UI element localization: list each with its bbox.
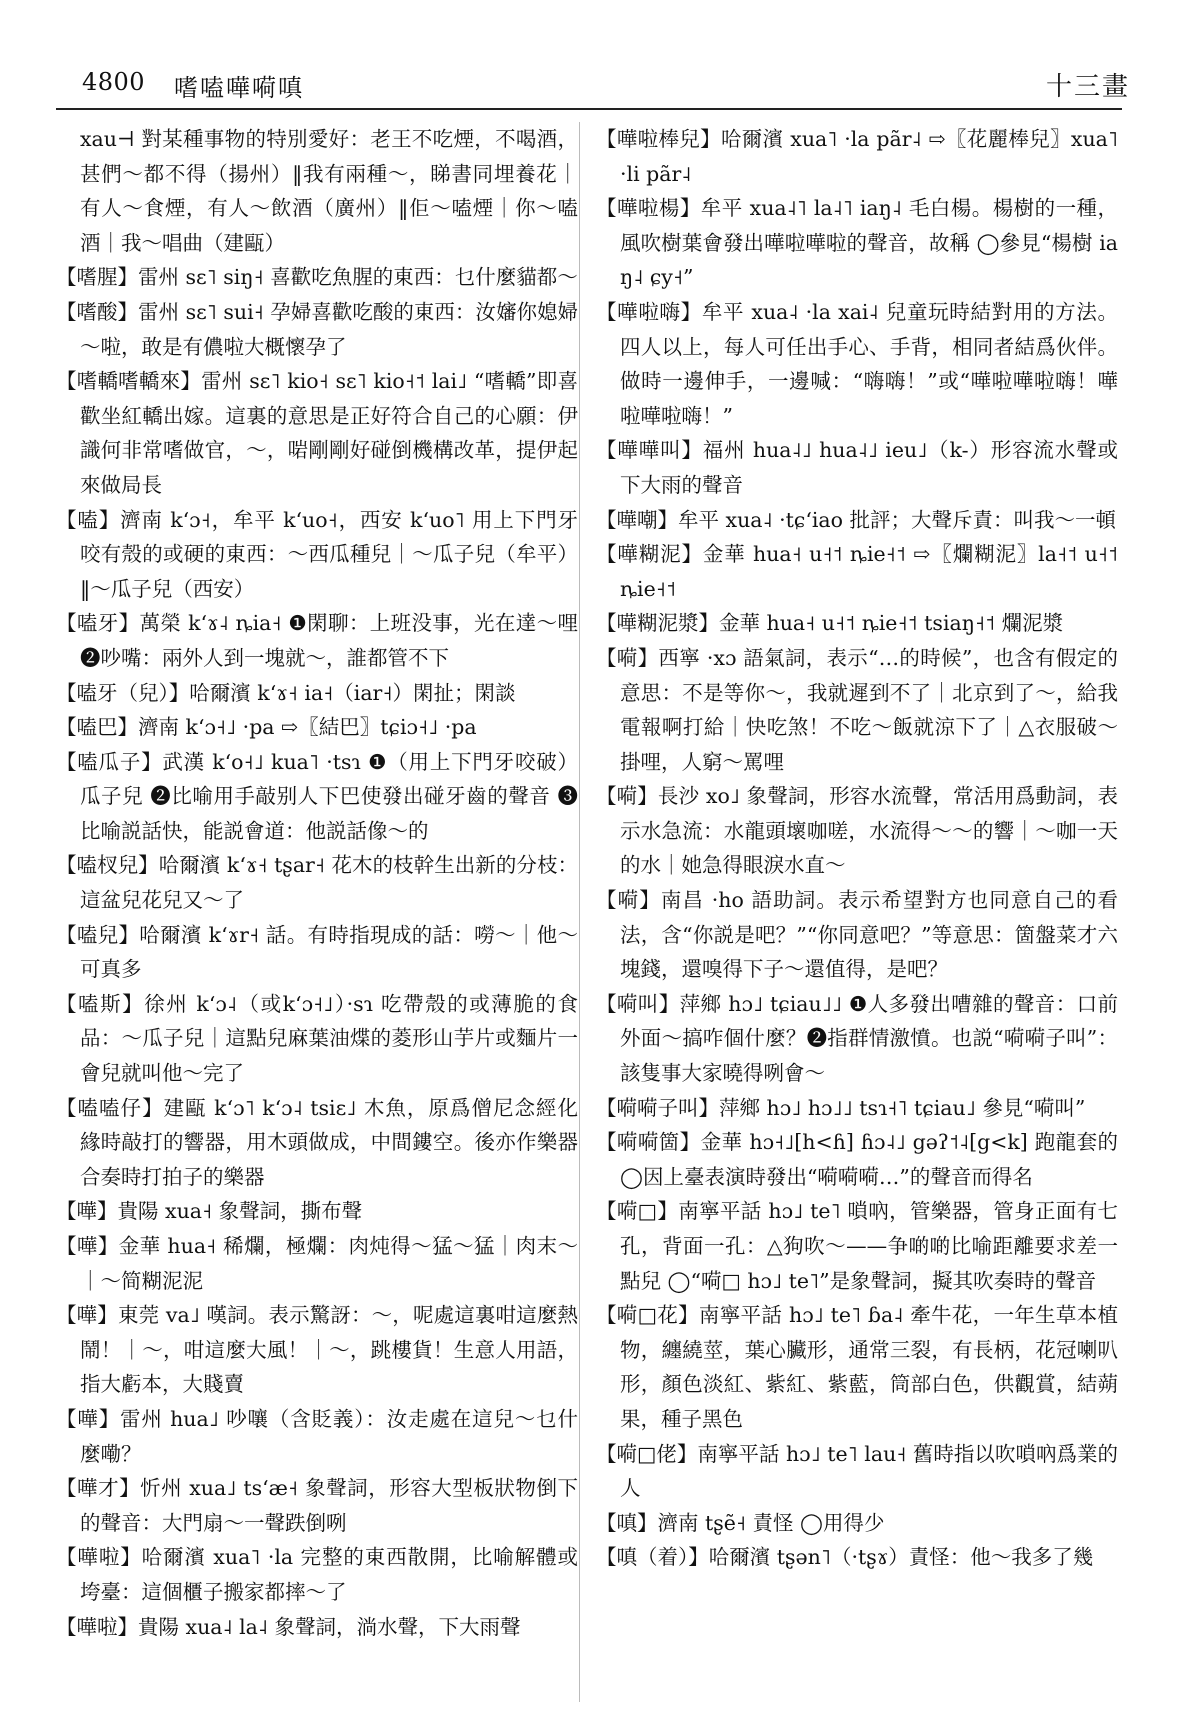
right-column [596,122,1118,1575]
page-number: 4800 [82,68,146,96]
dictionary-entry: 【嘩啦嗨】牟平 xua˨ ·la xai˨ 兒童玩時結對用的方法。四人以上，每人可任出手心、手背，相同者結爲伙伴。做時一邊伸手，一邊喊：“嗨嗨！”或“嘩啦嘩啦嗨！嘩啦嘩啦嗨！” [596,299,1118,428]
dictionary-entry: 【嘩嘩叫】福州 hua˨˩ hua˨˩ ieu˩（k-）形容流水聲或下大雨的聲音 [596,438,1118,497]
dictionary-entry: 【嗑嗑仔】建甌 kʻɔ˥ kʻɔ˨ tsiɛ˩ 木魚，原爲僧尼念經化緣時敲打的響器，用木頭做成，中間鏤空。後亦作樂器合奏時打拍子的樂器 [56,1095,578,1189]
dictionary-entry: 【嗑巴】濟南 kʻɔ˧˩ ·pa ⇨〖結巴〗tɕiɔ˧˩ ·pa [56,715,477,740]
dictionary-entry: 【嗜轎嗜轎來】雷州 sɛ˥ kio˧ sɛ˥ kio˧˦ lai˩ “嗜轎”即喜歡坐紅轎出嫁。這裏的意思是正好符合自己的心願：伊識何非常嗜做官，～，啱剛剛好碰倒機構改革，提伊起來做局長 [56,369,578,497]
dictionary-entry: 【嘩糊泥漿】金華 hua˧ u˧˦ ȵie˧˦ tsiaŋ˧˦ 爛泥漿 [596,611,1064,636]
dictionary-entry: 【嗜腥】雷州 sɛ˥ siŋ˧ 喜歡吃魚腥的東西：乜什麼貓都～ [56,265,578,290]
column-divider [579,122,580,1702]
dictionary-entry: 【嘩】雷州 hua˩ 吵嚷（含貶義）：汝走處在這兒～乜什麼嘞？ [56,1406,578,1466]
dictionary-entry: 【嗬□佬】南寧平話 hɔ˩ te˥ lau˧ 舊時指以吹嗩吶爲業的人 [596,1441,1118,1501]
dictionary-entry: 【嗑】濟南 kʻɔ˧，牟平 kʻuo˧，西安 kʻuo˥ 用上下門牙咬有殼的或硬的東西：～西瓜種兒｜～瓜子兒（牟平）‖～瓜子兒（西安） [56,507,578,601]
head-characters: 嗜嗑嘩嗬嗔 [174,74,304,102]
dictionary-entry: 【嗑兒】哈爾濱 kʻɤr˧ 話。有時指現成的話：嘮～｜他～可真多 [56,922,578,982]
dictionary-entry: 【嗜酸】雷州 sɛ˥ sui˧ 孕婦喜歡吃酸的東西：汝嬸你媳婦～啦，敢是有儂啦大概懷孕了 [56,299,578,359]
dictionary-entry: 【嗔】濟南 tʂẽ˧ 責怪 ◯用得少 [596,1510,885,1535]
dictionary-entry: 【嘩糊泥】金華 hua˧ u˧˦ ȵie˧˦ ⇨〖爛糊泥〗la˧˦ u˧˦ ȵie˧˦ [596,542,1118,601]
dictionary-entry: 【嗑牙（兒）】哈爾濱 kʻɤ˧ ia˧（iar˧）閑扯；閑談 [56,680,516,705]
left-column [56,122,578,1644]
dictionary-entry: 【嘩】金華 hua˧ 稀爛，極爛：肉炖得～猛～猛｜肉末～｜～简糊泥泥 [56,1234,578,1293]
dictionary-entry: 【嗑斯】徐州 kʻɔ˨（或kʻɔ˧˩）·sɿ 吃帶殼的或薄脆的食品：～瓜子兒｜這點兒麻葉油煠的菱形山芋片或麵片一會兒就叫他～完了 [56,991,578,1086]
stroke-section: 十三畫 [1045,72,1130,102]
dictionary-entry: 【嗬】南昌 ·ho 語助詞。表示希望對方也同意自己的看法，含“你説是吧？”“你同意吧？”等意思：箇盤菜才六塊錢，還嗅得下子～還值得，是吧？ [596,888,1118,982]
dictionary-entry: 【嘩啦】哈爾濱 xua˥ ·la 完整的東西散開，比喻解體或垮臺：這個櫃子搬家都摔～了 [56,1545,578,1604]
dictionary-entry: 【嗬嗬箇】金華 hɔ˧˩[h<ɦ] ɦɔ˨˩ gəʔ˦˨[g<k] 跑龍套的 ◯因上臺表演時發出“嗬嗬嗬…”的聲音而得名 [596,1130,1118,1189]
dictionary-entry: 【嘩嘲】牟平 xua˨ ·tɕʻiao 批評；大聲斥責：叫我～一頓 [596,507,1117,532]
dictionary-entry: 【嘩】東莞 va˩ 嘆詞。表示驚訝：～，呢處這裏咁這麼熱鬧！｜～，咁這麼大風！｜～，跳樓貨！生意人用語，指大虧本，大賤賣 [56,1303,578,1397]
page-header [82,62,1130,106]
header-rule [56,108,1122,110]
dictionary-entry: 【嘩啦】貴陽 xua˨ la˨ 象聲詞，淌水聲，下大雨聲 [56,1614,521,1639]
dictionary-entry: 【嗬叫】萍鄉 hɔ˩ tɕiau˩˩ ❶人多發出嘈雜的聲音：口前外面～搞咋個什麼？❷指群情激憤。也説“嗬嗬子叫”：該隻事大家曉得咧會～ [596,991,1118,1086]
dictionary-entry: 【嘩才】忻州 xua˩ tsʻæ˧ 象聲詞，形容大型板狀物倒下的聲音：大門扇～一聲跌倒咧 [56,1476,578,1535]
dictionary-entry: 【嗬□花】南寧平話 hɔ˩ te˥ ɓa˨ 牽牛花，一年生草本植物，纏繞莖，葉心臟形，通常三裂，有長柄，花冠喇叭形，顏色淡紅、紫紅、紫藍，筒部白色，供觀賞，結蒴果，種子黑色 [596,1303,1118,1431]
dictionary-entry: 【嗬】長沙 xo˩ 象聲詞，形容水流聲，常活用爲動詞，表示水急流：水龍頭壞咖嗟，水流得～～的響｜～咖一天的水｜她急得眼淚水直～ [596,784,1118,878]
dictionary-entry: 【嘩】貴陽 xua˧ 象聲詞，撕布聲 [56,1199,363,1224]
dictionary-entry: 【嗑杈兒】哈爾濱 kʻɤ˧ tʂar˧ 花木的枝幹生出新的分枝：這盆兒花兒又～了 [56,853,578,913]
dictionary-entry: 【嗬□】南寧平話 hɔ˩ te˥ 嗩吶，管樂器，管身正面有七孔，背面一孔：△狗吹～——争啲啲比喻距離要求差一點兒 ◯“嗬□ hɔ˩ te˥”是象聲詞，擬其吹奏時的聲音 [596,1199,1118,1293]
dictionary-entry: 【嘩啦楊】牟平 xua˨˥ la˨˥ iaŋ˨ 毛白楊。楊樹的一種，風吹樹葉會發出嘩啦嘩啦的聲音，故稱 ◯參見“楊樹 iaŋ˨ ɕy˧” [596,196,1118,290]
dictionary-entry: 【嗑牙】萬榮 kʻɤ˨ ȵia˧ ❶閑聊：上班没事，光在達～哩 ❷吵嘴：兩外人到一塊就～，誰都管不下 [56,611,578,670]
dictionary-entry: 【嗬嗬子叫】萍鄉 hɔ˩ hɔ˩˩ tsɿ˧˥ tɕiau˩ 參見“嗬叫” [596,1095,1086,1120]
dictionary-entry: 【嘩啦棒兒】哈爾濱 xua˥ ·la pãr˨ ⇨〖花麗棒兒〗xua˥ ·li pãr˨ [596,127,1118,186]
dictionary-entry: xau⊣ 對某種事物的特別愛好：老王不吃煙，不喝酒，甚們～都不得（揚州）‖我有兩種～，睇書同埋養花｜有人～食煙，有人～飲酒（廣州）‖佢～嗑煙｜你～嗑酒｜我～唱曲（建甌） [80,127,578,255]
dictionary-entry: 【嗬】西寧 ·xɔ 語氣詞，表示“…的時候”，也含有假定的意思：不是等你～，我就遲到不了｜北京到了～，給我電報啊打給｜快吃煞！不吃～飯就涼下了｜△衣服破～掛哩，人窮～罵哩 [596,645,1118,774]
dictionary-entry: 【嗑瓜子】武漢 kʻo˧˩ kua˥ ·tsɿ ❶（用上下門牙咬破）瓜子兒 ❷比喻用手敲别人下巴使發出碰牙齒的聲音 ❸比喻説話快，能説會道：他説話像～的 [56,749,578,843]
dictionary-entry: 【嗔（着）】哈爾濱 tʂən˥（·tʂɤ）責怪：他～我多了幾 [596,1545,1094,1570]
